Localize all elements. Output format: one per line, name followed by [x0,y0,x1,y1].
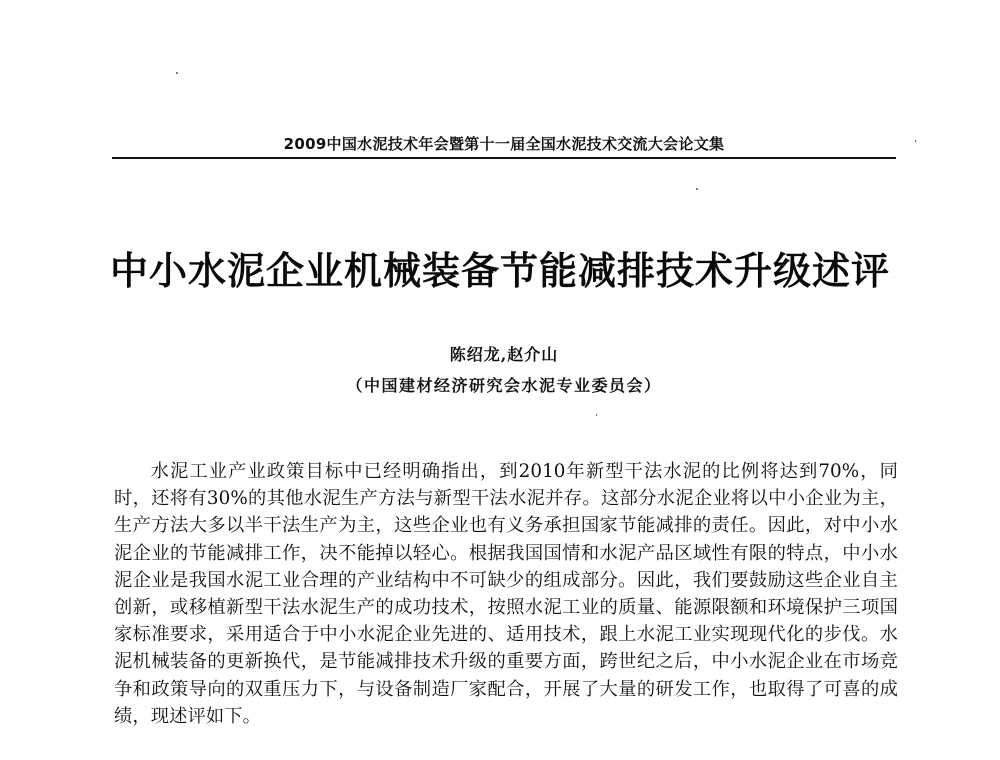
scan-speck [176,72,178,74]
paper-title: 中小水泥企业机械装备节能减排技术升级述评 [109,249,890,293]
scan-speck [915,140,916,142]
scan-speck [596,414,597,416]
header-rule [112,157,896,159]
author-list: 陈绍龙,赵介山 [449,345,559,364]
body-paragraph: 水泥工业产业政策目标中已经明确指出，到2010年新型干法水泥的比例将达到70%，同时，还将有30%的其他水泥生产方法与新型干法水泥并存。这部分水泥企业将以中小企业为主，生产方法大多以半干法生产为主，这些企业也有义务承担国家节能减排的责任。因此，对中小水泥企业的节能减排工作，决不能掉以轻心。根据我国国情和水泥产品区域性有限的特点，中小水泥企业是我国水泥工业合理的产业结构中不可缺少的组成部分。因此，我们要鼓励这些企业自主创新，或移植新型干法水泥生产的成功技术，按照水泥工业的质量、能源限额和环境保护三项国家标准要求，采用适合于中小水泥企业先进的、适用技术，跟上水泥工业实现现代化的步伐。水泥机械装备的更新换代，是节能减排技术升级的重要方面，跨世纪之后，中小水泥企业在市场竞争和政策导向的双重压力下，与设备制造厂家配合，开展了大量的研发工作，也取得了可喜的成绩，现述评如下。 [114,461,898,727]
running-header: 2009中国水泥技术年会暨第十一届全国水泥技术交流大会论文集 [283,135,725,153]
author-affiliation: （中国建材经济研究会水泥专业委员会） [346,376,662,395]
scan-speck [696,188,698,190]
